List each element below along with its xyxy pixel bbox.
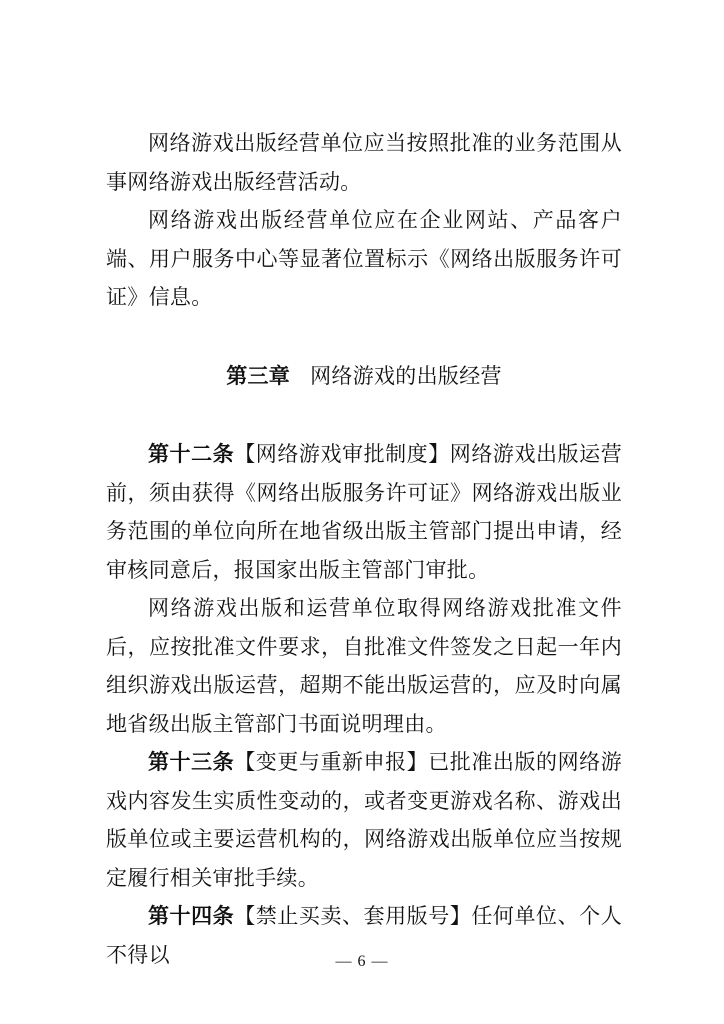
- document-body: [106, 124, 622, 974]
- paragraph: 网络游戏出版经营单位应当按照批准的业务范围从事网络游戏出版经营活动。: [106, 131, 622, 194]
- article-label: 第十二条: [148, 442, 235, 466]
- article-paragraph: [106, 435, 622, 589]
- chapter-number: 第三章: [226, 363, 291, 388]
- article-paragraph: [106, 743, 622, 897]
- article-label: 第十四条: [148, 904, 235, 928]
- paragraph: 网络游戏出版和运营单位取得网络游戏批准文件后，应按批准文件要求，自批准文件签发之日起一年内组织游戏出版运营，超期不能出版运营的，应及时向属地省级出版主管部门书面说明理由。: [106, 596, 622, 736]
- chapter-heading: [106, 357, 622, 396]
- paragraph: 网络游戏出版经营单位应在企业网站、产品客户端、用户服务中心等显著位置标示《网络出版服务许可证》信息。: [106, 208, 622, 309]
- article-text: 【变更与重新申报】已批准出版的网络游戏内容发生实质性变动的，或者变更游戏名称、游戏出版单位或主要运营机构的，网络游戏出版单位应当按规定履行相关审批手续。: [106, 750, 622, 890]
- article-text: 【网络游戏审批制度】网络游戏出版运营前，须由获得《网络出版服务许可证》网络游戏出版业务范围的单位向所在地省级出版主管部门提出申请，经审核同意后，报国家出版主管部门审批。: [106, 442, 622, 582]
- page-number: — 6 —: [335, 953, 389, 970]
- chapter-title: 网络游戏的出版经营: [310, 363, 502, 388]
- article-text: 【禁止买卖、套用版号】任何单位、个人不得以: [106, 904, 622, 967]
- article-label: 第十三条: [148, 750, 235, 774]
